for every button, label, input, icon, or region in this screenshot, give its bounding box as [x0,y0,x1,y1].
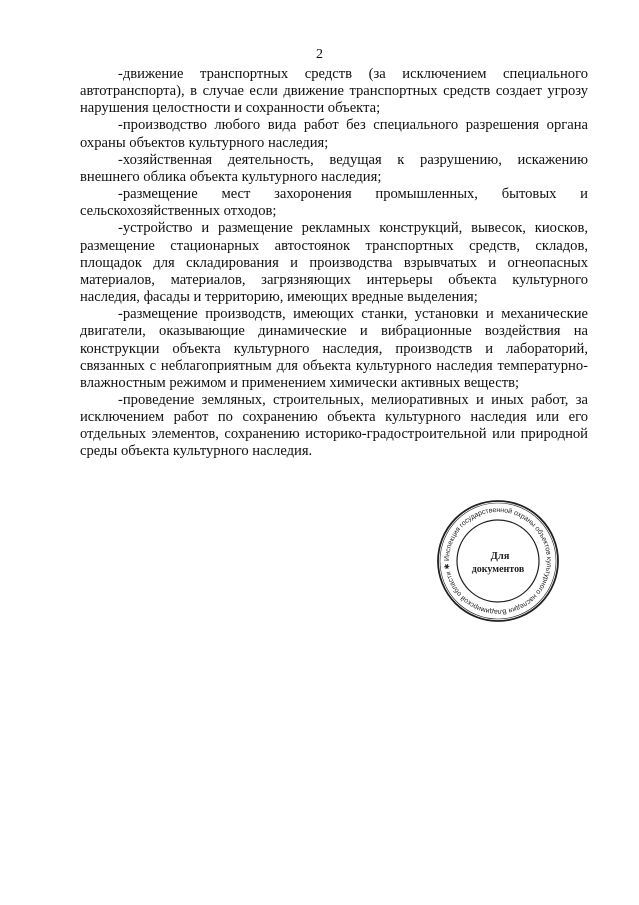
stamp-ring-textpath: Инспекция государственной охраны объектов культурного наследия Владимирской области ✱ [443,506,553,616]
paragraph-works-without-permit: -производство любого вида работ без специального разрешения органа охраны объектов культурного наследия; [80,117,588,151]
document-stamp [436,499,560,623]
paragraph-waste-disposal: -размещение мест захоронения промышленных, бытовых и сельскохозяйственных отходов; [80,186,588,220]
paragraph-advertising-structures: -устройство и размещение рекламных конструкций, вывесок, киосков, размещение стационарных автостоянок транспортных средств, складов, площадок для складирования и производства взрывчатых и огнеопасных материалов, материалов, загрязняющих интерьеры объекта культурного наследия, фасады и территорию, имеющих вредные выделения; [80,220,588,306]
stamp-center-line1: Для [490,551,510,562]
paragraph-industrial-production: -размещение производств, имеющих станки, установки и механические двигатели, оказывающие динамические и вибрационные воздействия на конструкции объекта культурного наследия, производств и лабораторий, связанных с неблагоприятным для объекта культурного наследия температурно-влажностным режимом и применением химически активных веществ; [80,306,588,391]
document-body [80,66,588,461]
paragraph-economic-activity: -хозяйственная деятельность, ведущая к разрушению, искажению внешнего облика объекта культурного наследия; [80,151,588,185]
paragraph-traffic: -движение транспортных средств (за исключением специального автотранспорта), в случае если движение транспортных средств создает угрозу нарушения целостности и сохранности объекта; [80,66,588,117]
stamp-seal [436,499,560,623]
stamp-center-line2: документов [471,564,525,575]
paragraph-earthworks: -проведение земляных, строительных, мелиоративных и иных работ, за исключением работ по сохранению объекта культурного наследия или его отдельных элементов, сохранению историко-градостроительной или природной среды объекта культурного наследия. [80,391,588,460]
page-number: 2 [316,47,323,62]
